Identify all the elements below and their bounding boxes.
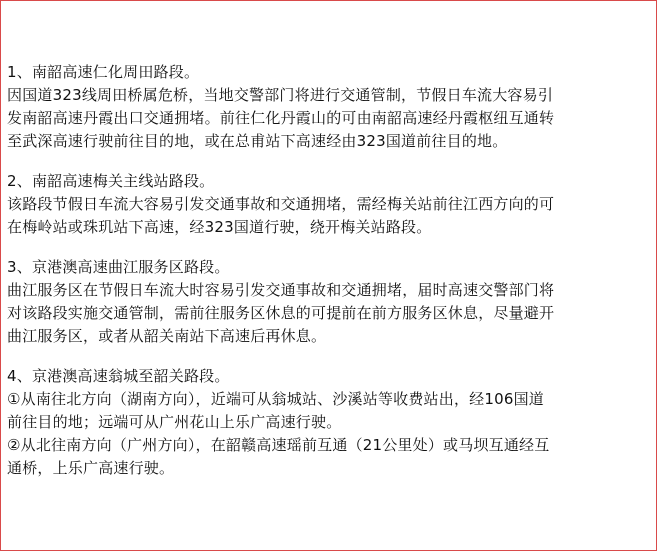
- section-2: [7, 170, 650, 239]
- section-heading: 3、京港澳高速曲江服务区路段。: [7, 258, 230, 276]
- section-text-line: ①从南往北方向（湖南方向），近端可从翁城站、沙溪站等收费站出，经106国道: [7, 390, 544, 408]
- section-text-line: 至武深高速行驶前往目的地，或在总甫站下高速经由323国道前往目的地。: [7, 132, 508, 150]
- document-body: [7, 61, 650, 497]
- section-text-line: 曲江服务区，或者从韶关南站下高速后再休息。: [7, 327, 327, 345]
- section-1: [7, 61, 650, 153]
- section-text-line: 对该路段实施交通管制，需前往服务区休息的可提前在前方服务区休息，尽量避开: [7, 304, 555, 322]
- section-3: [7, 256, 650, 348]
- section-text-line: 因国道323线周田桥属危桥，当地交警部门将进行交通管制，节假日车流大容易引: [7, 86, 554, 104]
- section-text-line: 发南韶高速丹霞出口交通拥堵。前往仁化丹霞山的可由南韶高速经丹霞枢纽互通转: [7, 109, 555, 127]
- section-text-line: 在梅岭站或珠玑站下高速，经323国道行驶，绕开梅关站路段。: [7, 218, 432, 236]
- section-heading: 2、南韶高速梅关主线站路段。: [7, 172, 215, 190]
- section-text-line: 前往目的地；远端可从广州花山上乐广高速行驶。: [7, 413, 342, 431]
- section-text-line: ②从北往南方向（广州方向），在韶赣高速瑶前互通（21公里处）或马坝互通经互: [7, 436, 550, 454]
- section-4: [7, 365, 650, 480]
- section-heading: 4、京港澳高速翁城至韶关路段。: [7, 367, 230, 385]
- section-text-line: 通桥，上乐广高速行驶。: [7, 459, 175, 477]
- section-heading: 1、南韶高速仁化周田路段。: [7, 63, 200, 81]
- section-text-line: 该路段节假日车流大容易引发交通事故和交通拥堵，需经梅关站前往江西方向的可: [7, 195, 555, 213]
- section-text-line: 曲江服务区在节假日车流大时容易引发交通事故和交通拥堵，届时高速交警部门将: [7, 281, 555, 299]
